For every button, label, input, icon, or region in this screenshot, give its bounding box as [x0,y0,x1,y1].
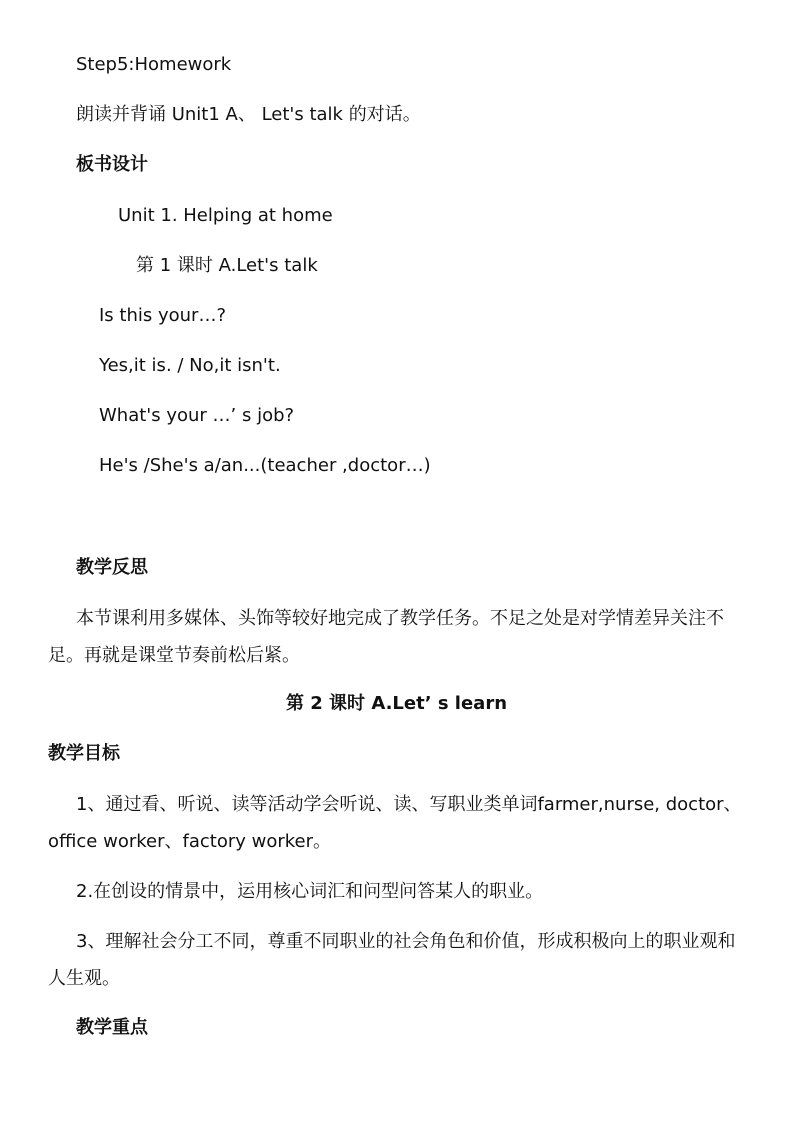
board-sentence: What's your …’ s job? [99,405,295,426]
homework-step-heading: Step5:Homework [76,54,232,75]
board-sentence: Yes,it is. / No,it isn't. [99,355,281,376]
board-sentence: He's /She's a/an...(teacher ,doctor…) [99,455,431,476]
reflection-paragraph: 本节课利用多媒体、头饰等较好地完成了教学任务。不足之处是对学情差异关注不足。再就是课堂节奏前松后紧。 [48,608,724,666]
reflection-heading: 教学反思 [76,557,148,578]
board-unit-title: Unit 1. Helping at home [118,205,333,226]
key-points-heading: 教学重点 [76,1017,148,1038]
objective-item: 2.在创设的情景中，运用核心词汇和问型问答某人的职业。 [76,881,544,902]
board-design-heading: 板书设计 [76,154,148,175]
board-lesson-title: 第 1 课时 A.Let's talk [136,255,318,276]
objectives-heading: 教学目标 [48,743,120,764]
homework-instruction: 朗读并背诵 Unit1 A、 Let's talk 的对话。 [76,104,421,125]
lesson2-title: 第 2 课时 A.Let’ s learn [286,693,508,714]
objective-item: 3、理解社会分工不同，尊重不同职业的社会角色和价值，形成积极向上的职业观和人生观。 [48,931,736,989]
board-sentence: Is this your…? [99,305,227,326]
objective-item: 1、通过看、听说、读等活动学会听说、读、写职业类单词farmer,nurse, doctor、office worker、factory worker。 [48,794,742,852]
